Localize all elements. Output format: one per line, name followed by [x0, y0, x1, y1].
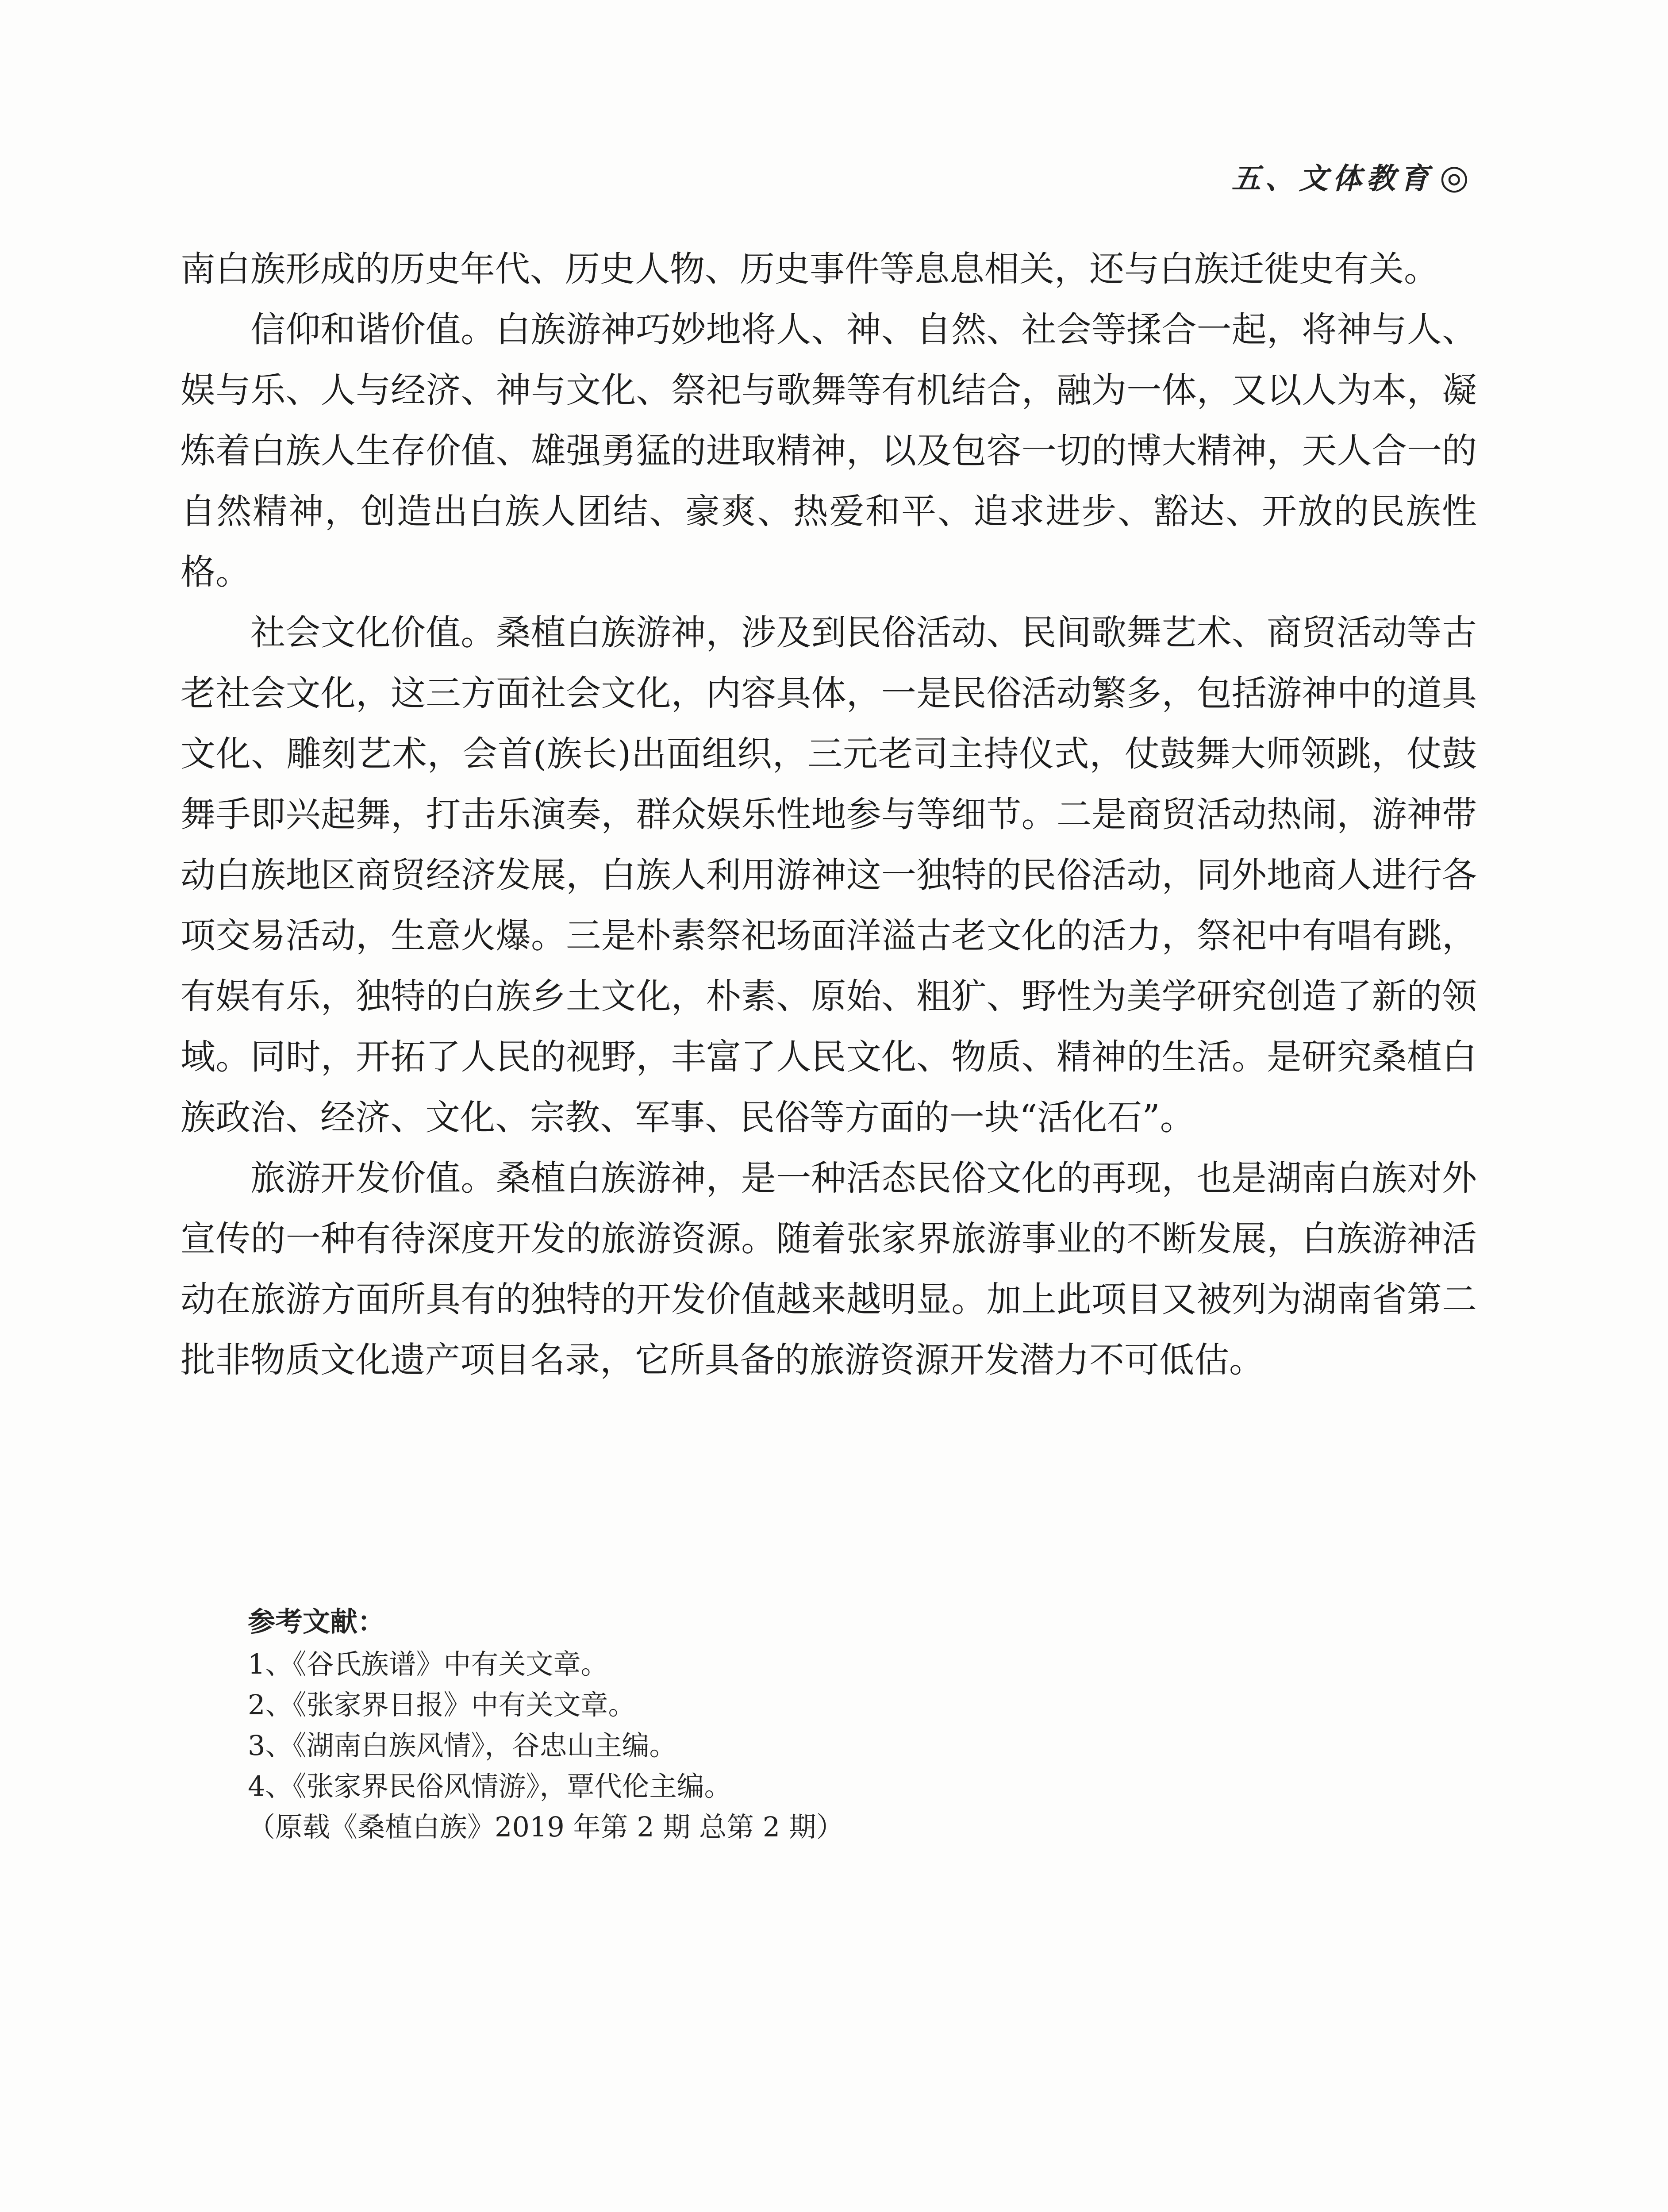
reference-item: 1、《谷氏族谱》中有关文章。	[248, 1648, 608, 1680]
references-title: 参考文献：	[248, 1605, 385, 1638]
references-section	[248, 1601, 1487, 1847]
paragraph-continuation: 南白族形成的历史年代、历史人物、历史事件等息息相关，还与白族迁徙史有关。	[181, 249, 1439, 289]
paragraph-belief-harmony: 信仰和谐价值。白族游神巧妙地将人、神、自然、社会等揉合一起，将神与人、娱与乐、人与经济、神与文化、祭祀与歌舞等有机结合，融为一体，又以人为本，凝炼着白族人生存价值、雄强勇猛的进取精神，以及包容一切的博大精神，天人合一的自然精神，创造出白族人团结、豪爽、热爱和平、追求进步、豁达、开放的民族性格。	[181, 309, 1477, 592]
reference-item: 2、《张家界日报》中有关文章。	[248, 1689, 636, 1721]
running-header	[1232, 155, 1473, 197]
body-text	[181, 239, 1477, 1390]
paragraph-social-culture: 社会文化价值。桑植白族游神，涉及到民俗活动、民间歌舞艺术、商贸活动等古老社会文化，这三方面社会文化，内容具体，一是民俗活动繁多，包括游神中的道具文化、雕刻艺术，会首(族长)出面组织，三元老司主持仪式，仗鼓舞大师领跳，仗鼓舞手即兴起舞，打击乐演奏，群众娱乐性地参与等细节。二是商贸活动热闹，游神带动白族地区商贸经济发展，白族人利用游神这一独特的民俗活动，同外地商人进行各项交易活动，生意火爆。三是朴素祭祀场面洋溢古老文化的活力，祭祀中有唱有跳，有娱有乐，独特的白族乡土文化，朴素、原始、粗犷、野性为美学研究创造了新的领域。同时，开拓了人民的视野，丰富了人民文化、物质、精神的生活。是研究桑植白族政治、经济、文化、宗教、军事、民俗等方面的一块“活化石”。	[181, 612, 1477, 1138]
section-title: 五、文体教育	[1231, 161, 1434, 196]
paragraph-tourism-development: 旅游开发价值。桑植白族游神，是一种活态民俗文化的再现，也是湖南白族对外宣传的一种有待深度开发的旅游资源。随着张家界旅游事业的不断发展，白族游神活动在旅游方面所具有的独特的开发价值越来越明显。加上此项目又被列为湖南省第二批非物质文化遗产项目名录，它所具备的旅游资源开发潜力不可低估。	[181, 1158, 1477, 1380]
reference-item: 3、《湖南白族风情》，谷忠山主编。	[248, 1729, 677, 1762]
section-mark-icon: ◎	[1439, 157, 1473, 196]
source-note: （原载《桑植白族》2019 年第 2 期 总第 2 期）	[248, 1811, 844, 1843]
reference-item: 4、《张家界民俗风情游》，覃代伦主编。	[248, 1770, 732, 1802]
